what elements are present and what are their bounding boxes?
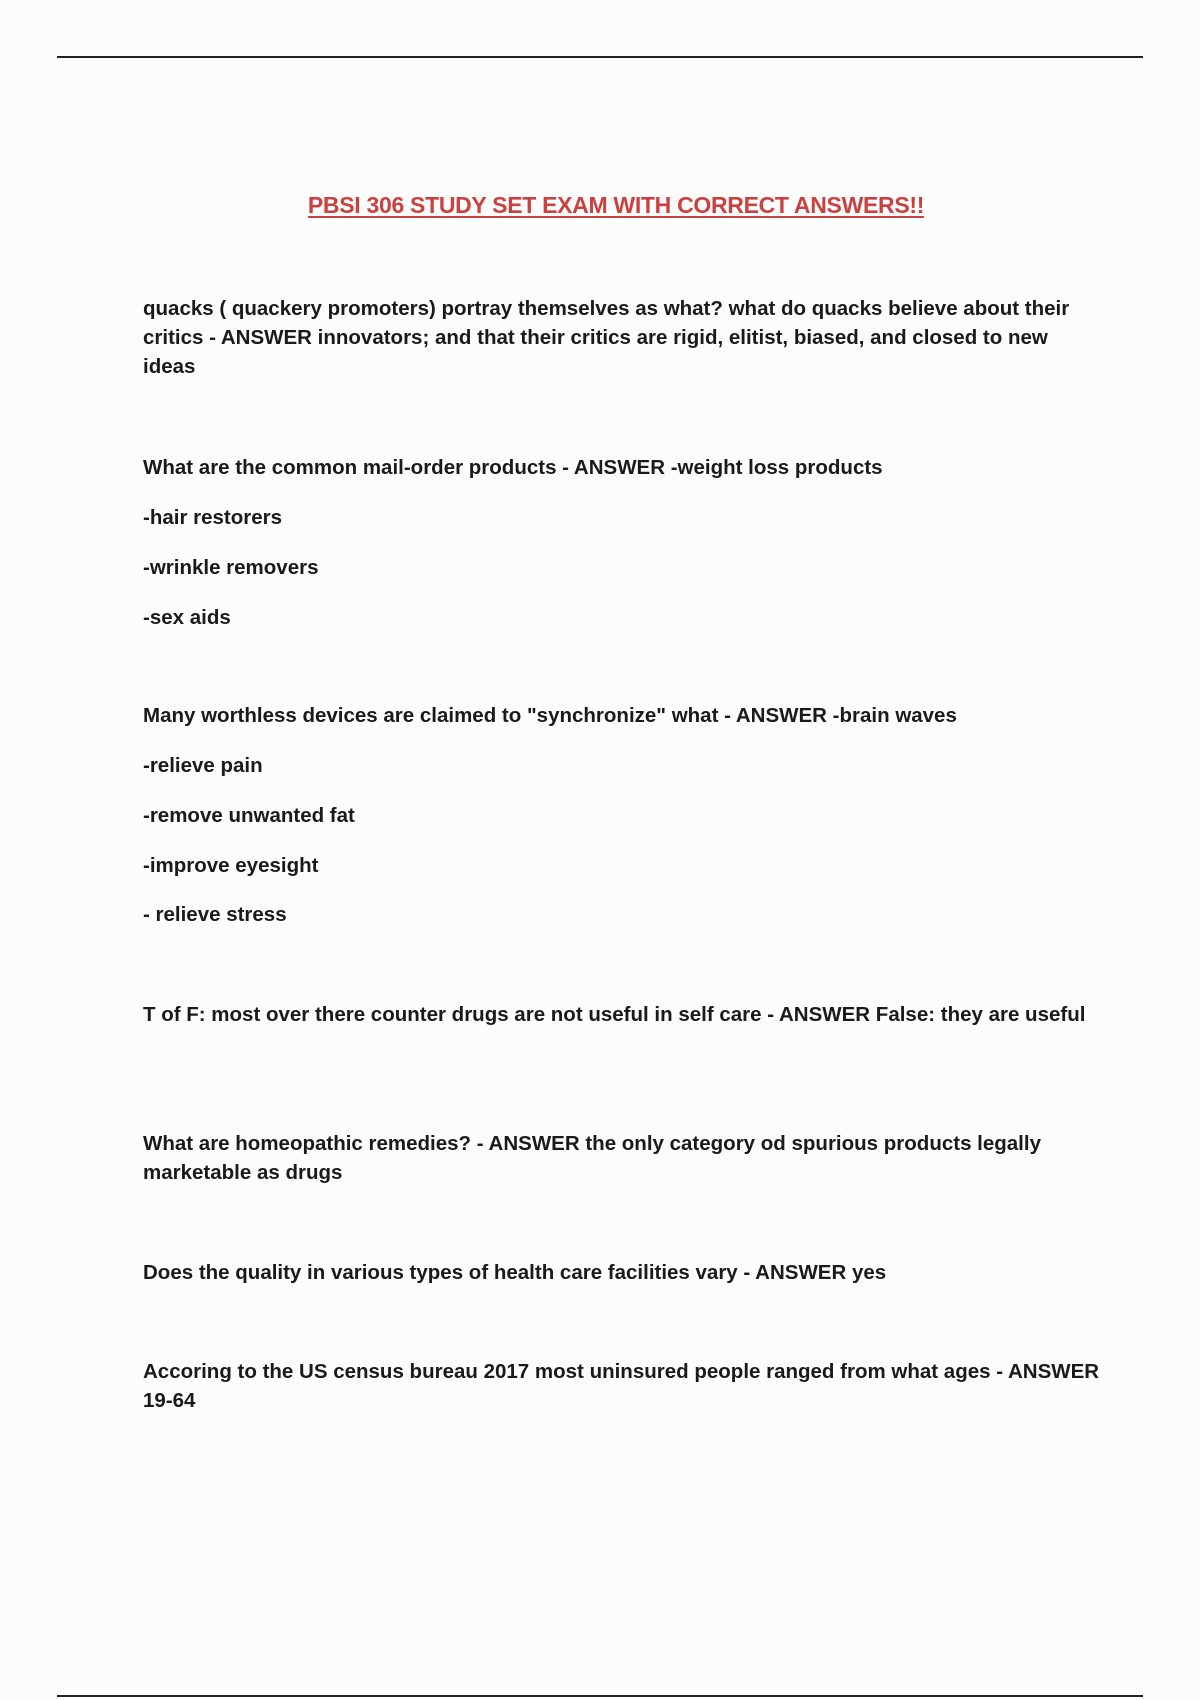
- qa-uninsured-ages: Accoring to the US census bureau 2017 most uninsured people ranged from what ages - ANSWER 19-64: [143, 1360, 1100, 1412]
- qa-mail-order-lead: What are the common mail-order products - ANSWER -weight loss products: [143, 456, 883, 479]
- list-item: -remove unwanted fat: [143, 804, 355, 827]
- list-item: -sex aids: [143, 606, 231, 629]
- qa-quacks: quacks ( quackery promoters) portray themselves as what? what do quacks believe about their critics - ANSWER innovators; and that their critics are rigid, elitist, biased, and closed to new ideas: [143, 297, 1070, 378]
- qa-homeopathic: What are homeopathic remedies? - ANSWER the only category od spurious products legally marketable as drugs: [143, 1132, 1041, 1184]
- qa-facility-quality: Does the quality in various types of health care facilities vary - ANSWER yes: [143, 1261, 887, 1284]
- top-rule: [57, 56, 1143, 58]
- document-title: PBSI 306 STUDY SET EXAM WITH CORRECT ANSWERS!!: [307, 192, 925, 218]
- list-item: -wrinkle removers: [143, 556, 319, 579]
- qa-otc-drugs: T of F: most over there counter drugs are not useful in self care - ANSWER False: they are useful: [143, 1003, 1086, 1026]
- bottom-rule: [57, 1695, 1143, 1697]
- list-item: -improve eyesight: [143, 854, 319, 877]
- qa-devices-lead: Many worthless devices are claimed to "synchronize" what - ANSWER -brain waves: [143, 704, 957, 727]
- list-item: -relieve pain: [143, 754, 263, 777]
- list-item: - relieve stress: [143, 903, 287, 926]
- list-item: -hair restorers: [143, 506, 283, 529]
